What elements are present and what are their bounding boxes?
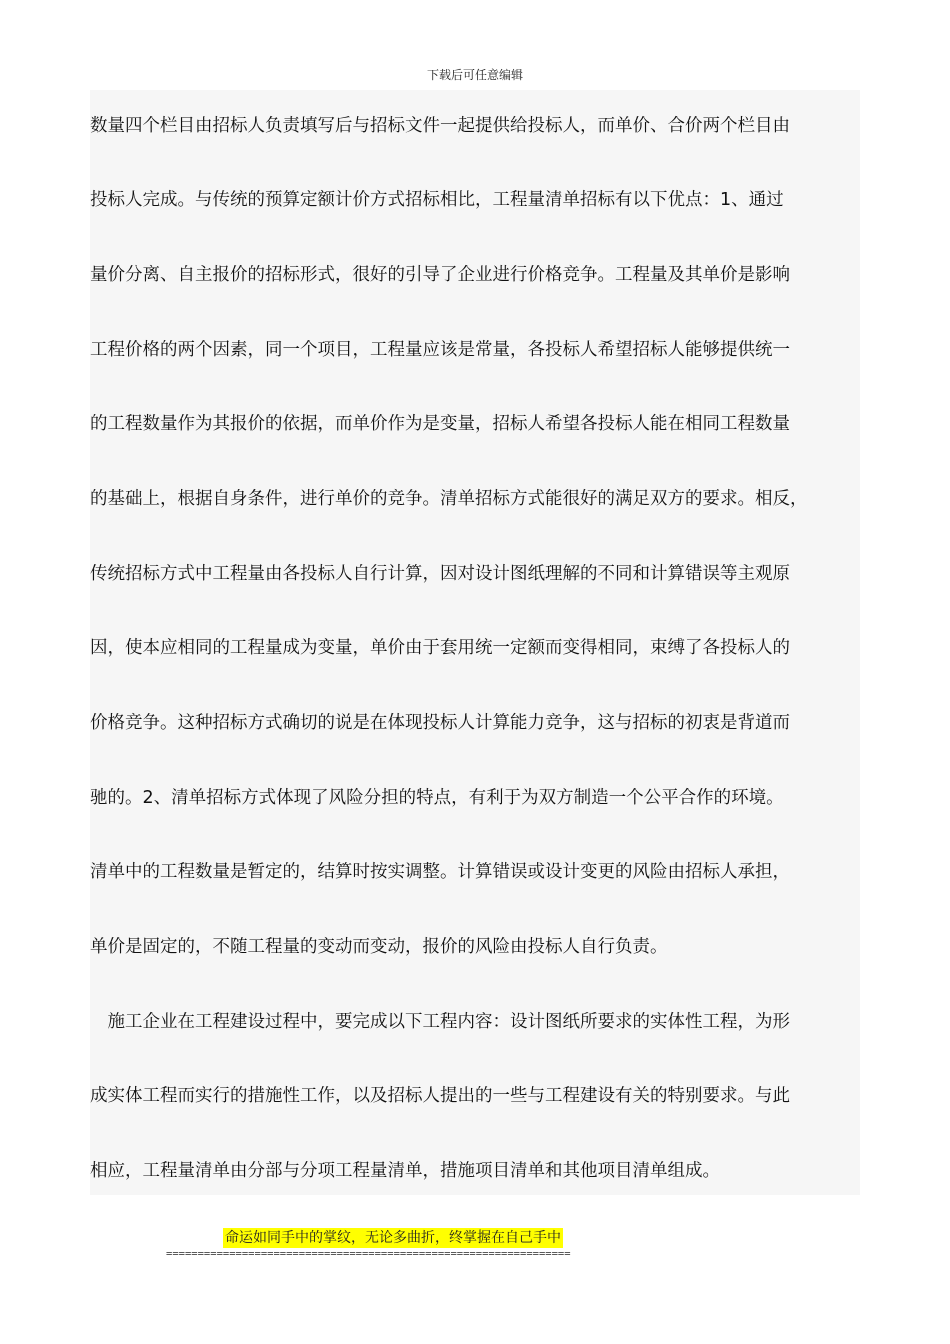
body-text-block: [90, 90, 860, 1195]
footer-divider: ================================================================: [166, 1248, 571, 1260]
footer-motto: 命运如同手中的掌纹，无论多曲折，终掌握在自己手中: [225, 1230, 561, 1246]
body-line: 投标人完成。与传统的预算定额计价方式招标相比，工程量清单招标有以下优点：1、通过: [90, 190, 784, 210]
body-line: 传统招标方式中工程量由各投标人自行计算，因对设计图纸理解的不同和计算错误等主观原: [90, 564, 790, 584]
body-line: 成实体工程而实行的措施性工作，以及招标人提出的一些与工程建设有关的特别要求。与此: [90, 1086, 790, 1106]
body-line: 清单中的工程数量是暂定的，结算时按实调整。计算错误或设计变更的风险由招标人承担，: [90, 862, 790, 882]
body-line: 的基础上，根据自身条件，进行单价的竞争。清单招标方式能很好的满足双方的要求。相反，: [90, 489, 808, 509]
body-line: 量价分离、自主报价的招标形式，很好的引导了企业进行价格竞争。工程量及其单价是影响: [90, 265, 790, 285]
body-line: 的工程数量作为其报价的依据，而单价作为是变量，招标人希望各投标人能在相同工程数量: [90, 414, 790, 434]
body-line: 相应，工程量清单由分部与分项工程量清单，措施项目清单和其他项目清单组成。: [90, 1161, 720, 1181]
body-line: 工程价格的两个因素，同一个项目，工程量应该是常量，各投标人希望招标人能够提供统一: [90, 340, 790, 360]
body-line: 数量四个栏目由招标人负责填写后与招标文件一起提供给投标人，而单价、合价两个栏目由: [90, 116, 790, 136]
body-line: 单价是固定的，不随工程量的变动而变动，报价的风险由投标人自行负责。: [90, 937, 668, 957]
body-line: 因，使本应相同的工程量成为变量，单价由于套用统一定额而变得相同，束缚了各投标人的: [90, 638, 790, 658]
body-line: 价格竞争。这种招标方式确切的说是在体现投标人计算能力竞争，这与招标的初衷是背道而: [90, 713, 790, 733]
header-note: 下载后可任意编辑: [426, 68, 523, 82]
body-line: 驰的。2、清单招标方式体现了风险分担的特点，有利于为双方制造一个公平合作的环境。: [90, 788, 784, 808]
body-line: 施工企业在工程建设过程中，要完成以下工程内容：设计图纸所要求的实体性工程，为形: [90, 1012, 790, 1032]
